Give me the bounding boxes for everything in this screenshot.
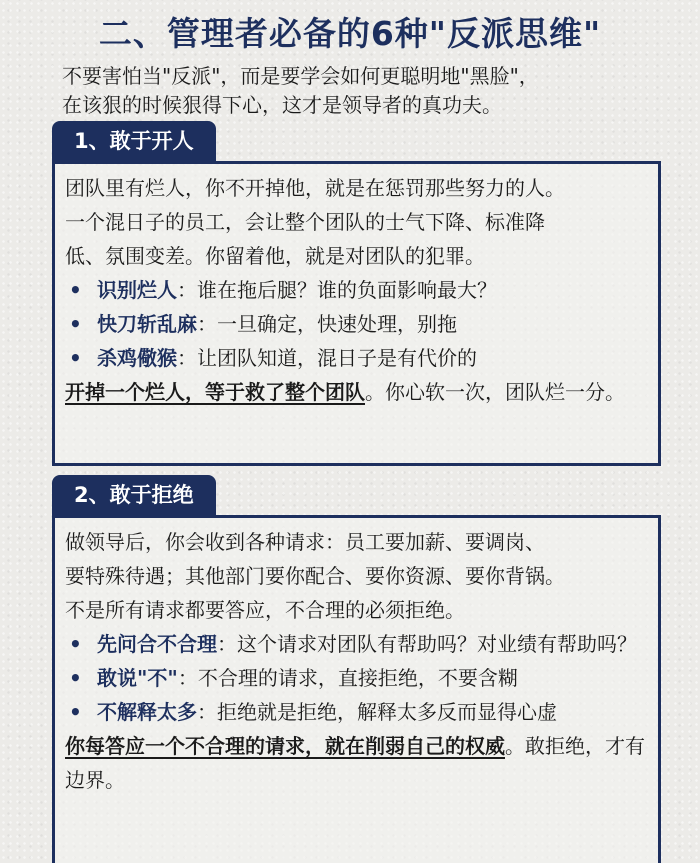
bullet-key: 快刀斩乱麻 bbox=[97, 312, 197, 336]
intro-line: 不要害怕当"反派"，而是要学会如何更聪明地"黑脸"， bbox=[62, 64, 539, 88]
paragraph-line: 低、氛围变差。你留着他，就是对团队的犯罪。 bbox=[65, 244, 485, 268]
conclusion bbox=[65, 729, 650, 797]
bullet-text: ：一旦确定，快速处理，别拖 bbox=[197, 312, 457, 336]
bullet-dot: • bbox=[69, 700, 82, 724]
intro-text bbox=[62, 62, 682, 120]
bullet-dot: • bbox=[69, 278, 82, 302]
paragraph-line: 不是所有请求都要答应，不合理的必须拒绝。 bbox=[65, 598, 465, 622]
emphasis-text: 开掉一个烂人，等于救了整个团队 bbox=[65, 380, 365, 404]
conclusion-tail: 。你心软一次，团队烂一分。 bbox=[365, 380, 625, 404]
bullet-key: 识别烂人 bbox=[97, 278, 177, 302]
bullet-key: 杀鸡儆猴 bbox=[97, 346, 177, 370]
bullet-item bbox=[65, 273, 650, 307]
section-box-1 bbox=[52, 161, 661, 466]
paragraph-line: 要特殊待遇；其他部门要你配合、要你资源、要你背锅。 bbox=[65, 564, 565, 588]
bullet-text: ：这个请求对团队有帮助吗？对业绩有帮助吗？ bbox=[217, 632, 637, 656]
section-tab-1: 1、敢于开人 bbox=[52, 121, 216, 161]
paragraph-line: 一个混日子的员工，会让整个团队的士气下降、标准降 bbox=[65, 210, 545, 234]
bullet-key: 先问合不合理 bbox=[97, 632, 217, 656]
bullet-text: ：让团队知道，混日子是有代价的 bbox=[177, 346, 477, 370]
bullet-key: 不解释太多 bbox=[97, 700, 197, 724]
bullet-item bbox=[65, 341, 650, 375]
bullet-dot: • bbox=[69, 312, 82, 336]
emphasis-text: 你每答应一个不合理的请求，就在削弱自己的权威 bbox=[65, 734, 505, 758]
bullet-text: ：谁在拖后腿？谁的负面影响最大？ bbox=[177, 278, 497, 302]
bullet-item bbox=[65, 695, 650, 729]
bullet-text: ：拒绝就是拒绝，解释太多反而显得心虚 bbox=[197, 700, 557, 724]
section-box-2 bbox=[52, 515, 661, 863]
conclusion bbox=[65, 375, 650, 409]
bullet-text: ：不合理的请求，直接拒绝，不要含糊 bbox=[177, 666, 518, 690]
bullet-item bbox=[65, 661, 650, 695]
paragraph-line: 做领导后，你会收到各种请求：员工要加薪、要调岗、 bbox=[65, 530, 545, 554]
bullet-dot: • bbox=[69, 632, 82, 656]
paragraph-line: 团队里有烂人，你不开掉他，就是在惩罚那些努力的人。 bbox=[65, 176, 565, 200]
bullet-key: 敢说"不" bbox=[97, 666, 178, 690]
bullet-item bbox=[65, 627, 650, 661]
intro-line: 在该狠的时候狠得下心，这才是领导者的真功夫。 bbox=[62, 93, 502, 117]
bullet-dot: • bbox=[69, 346, 82, 370]
page-title: 二、管理者必备的6种"反派思维" bbox=[98, 14, 602, 53]
section-tab-2: 2、敢于拒绝 bbox=[52, 475, 216, 515]
conclusion-tail: 。敢拒绝，才有边界。 bbox=[65, 734, 645, 792]
bullet-dot: • bbox=[69, 666, 82, 690]
bullet-item bbox=[65, 307, 650, 341]
